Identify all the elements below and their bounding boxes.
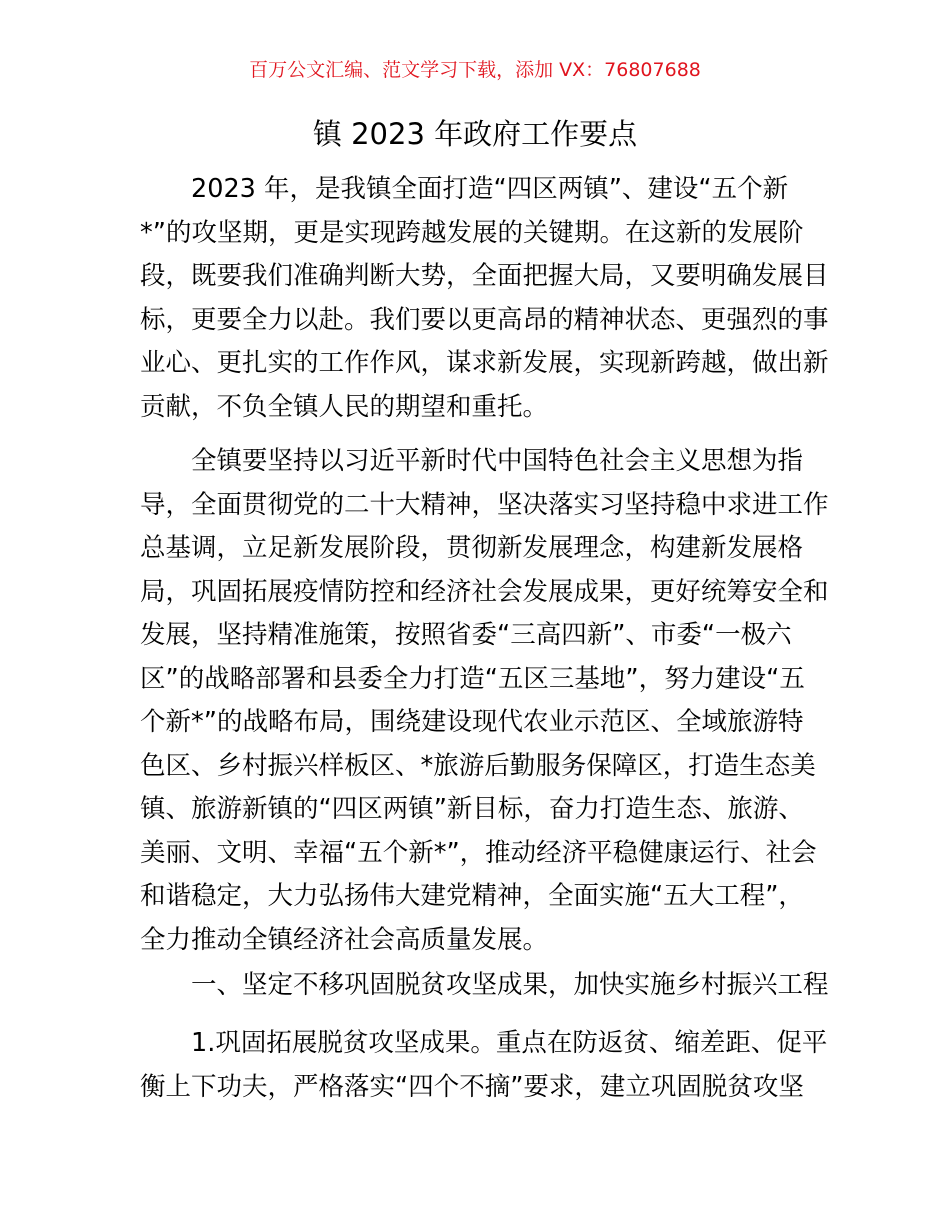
text-line: 镇、旅游新镇的“四区两镇”新目标，奋力打造生态、旅游、 <box>140 794 804 824</box>
section-heading-text: 一、坚定不移巩固脱贫攻坚成果，加快实施乡村振兴工程 <box>191 970 829 1000</box>
text-line: 1.巩固拓展脱贫攻坚成果。重点在防返贫、缩差距、促平 <box>191 1028 828 1058</box>
text-line: 个新*”的战略布局，围绕建设现代农业示范区、全域旅游特 <box>140 707 804 737</box>
text-line: 段，既要我们准确判断大势，全面把握大局，又要明确发展目 <box>140 261 829 291</box>
text-line: *”的攻坚期，更是实现跨越发展的关键期。在这新的发展阶 <box>140 217 804 248</box>
text-line: 衡上下功夫，严格落实“四个不摘”要求，建立巩固脱贫攻坚 <box>140 1071 804 1102</box>
paragraph-intro <box>140 168 829 429</box>
text-line: 和谐稳定，大力弘扬伟大建党精神，全面实施“五大工程”， <box>140 881 804 911</box>
text-line: 总基调，立足新发展阶段，贯彻新发展理念，构建新发展格 <box>140 533 804 563</box>
text-line: 色区、乡村振兴样板区、*旅游后勤服务保障区，打造生态美 <box>140 750 816 781</box>
text-line: 区”的战略部署和县委全力打造“五区三基地”，努力建设“五 <box>140 663 805 694</box>
text-line: 贡献，不负全镇人民的期望和重托。 <box>140 391 549 422</box>
paragraph-guiding-principles <box>140 440 829 962</box>
text-line: 全力推动全镇经济社会高质量发展。 <box>140 924 549 955</box>
paragraph-item-1 <box>140 1022 828 1109</box>
text-line: 全镇要坚持以习近平新时代中国特色社会主义思想为指 <box>191 446 804 476</box>
watermark-header: 百万公文汇编、范文学习下载，添加 VX：76807688 <box>249 59 701 81</box>
document-title: 镇 2023 年政府工作要点 <box>312 117 638 151</box>
text-line: 标，更要全力以赴。我们要以更高昂的精神状态、更强烈的事 <box>140 304 829 335</box>
section-heading-1 <box>140 964 829 1008</box>
text-line: 导，全面贯彻党的二十大精神，坚决落实习坚持稳中求进工作 <box>140 489 829 520</box>
text-line: 局，巩固拓展疫情防控和经济社会发展成果，更好统筹安全和 <box>140 576 829 607</box>
text-line: 发展，坚持精准施策，按照省委“三高四新”、市委“一极六 <box>140 620 792 650</box>
text-line: 美丽、文明、幸福“五个新*”，推动经济平稳健康运行、社会 <box>140 837 817 868</box>
text-line: 2023 年，是我镇全面打造“四区两镇”、建设“五个新 <box>191 174 789 204</box>
text-line: 业心、更扎实的工作作风，谋求新发展，实现新跨越，做出新 <box>140 348 829 378</box>
